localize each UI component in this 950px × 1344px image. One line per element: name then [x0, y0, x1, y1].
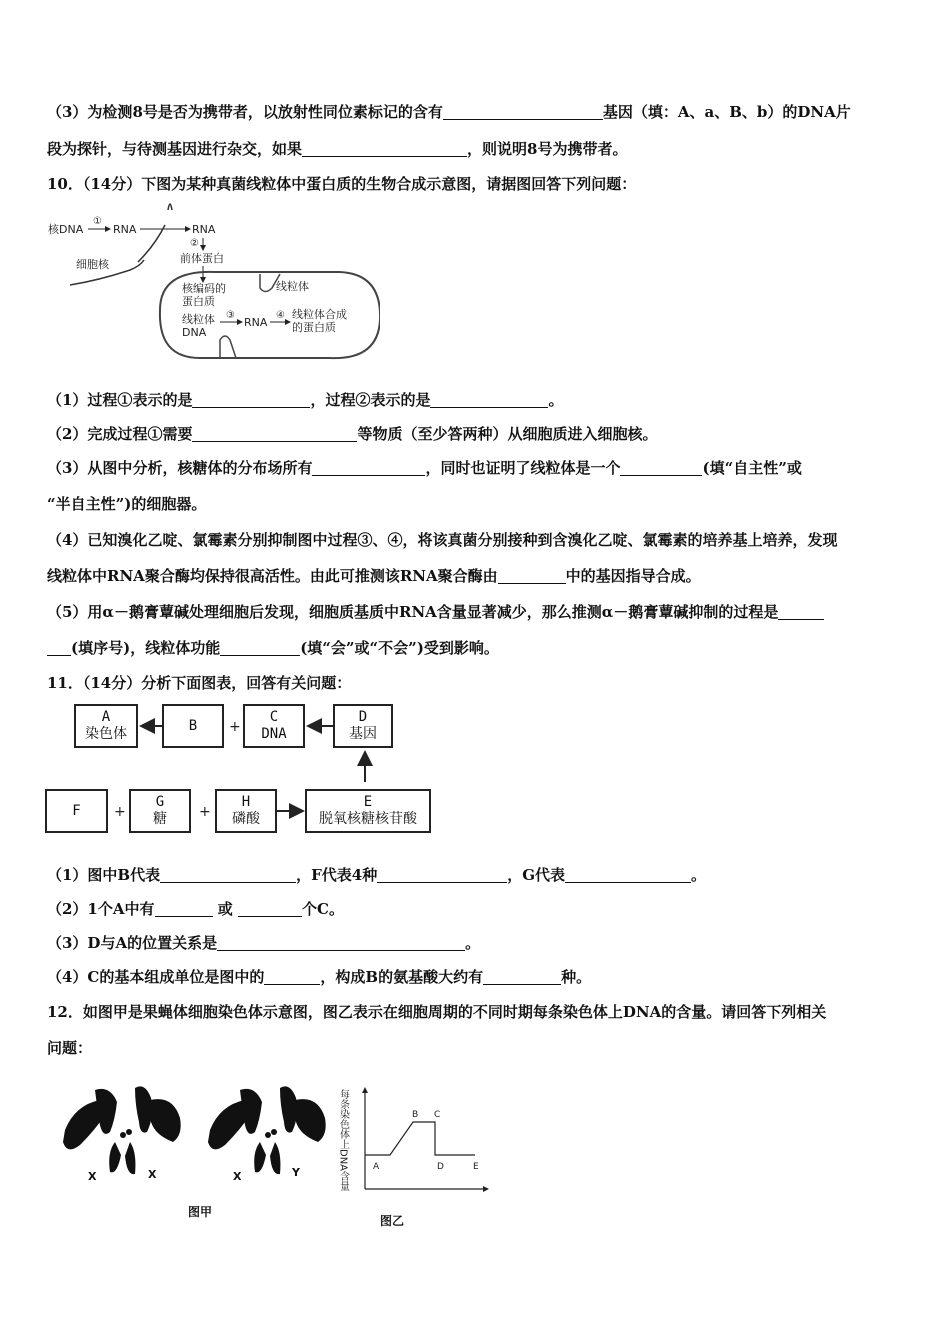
text: ，F代表4种	[296, 866, 378, 884]
text: (填“自主性”或	[702, 459, 802, 477]
text: 个C。	[302, 900, 344, 918]
q11-connectors	[0, 690, 450, 850]
chromosome-arm	[150, 1099, 181, 1142]
step2-label: ②	[190, 238, 199, 249]
answer-blank[interactable]	[220, 640, 300, 656]
chromosome-arm	[125, 1142, 135, 1174]
box-letter: B	[188, 718, 198, 734]
point-C: C	[434, 1110, 441, 1120]
nuc-coded-protein-1: 核编码的	[182, 282, 226, 295]
nuclear-membrane-top	[168, 204, 172, 210]
text: 。	[691, 866, 707, 884]
text: 。	[465, 934, 481, 952]
plus-sign: +	[114, 804, 126, 820]
text: 或	[217, 900, 233, 918]
answer-blank[interactable]	[217, 935, 465, 951]
box-letter: C	[269, 709, 279, 725]
x-chromosome-label: X	[233, 1170, 242, 1183]
step1-label: ①	[93, 216, 102, 227]
q10-diagram	[40, 200, 380, 370]
chromosome-arm	[295, 1099, 326, 1142]
chromosome-arm	[95, 1089, 117, 1134]
box-text: DNA	[261, 726, 287, 742]
q12-figure-a	[55, 1080, 345, 1230]
q10-sub2	[47, 424, 657, 444]
q12-figure-b	[335, 1085, 495, 1235]
mito-label: 线粒体	[276, 280, 309, 293]
q10-sub3-cont: “半自主性”)的细胞器。	[47, 495, 207, 513]
answer-blank[interactable]	[483, 969, 561, 985]
male-karyotype	[208, 1086, 326, 1183]
text: ，过程②表示的是	[310, 391, 431, 409]
q9-p3-text-b: 基因（填：A、a、B、b）的DNA片	[602, 103, 851, 121]
dot-chromosome	[120, 1132, 126, 1138]
text: （4）C的基本组成单位是图中的	[47, 968, 265, 986]
answer-blank[interactable]	[192, 426, 357, 442]
chromosome-arm	[135, 1086, 152, 1132]
mito-protein-2: 的蛋白质	[292, 321, 336, 334]
box-text: 磷酸	[232, 811, 260, 827]
text: （3）从图中分析，核糖体的分布场所有	[47, 459, 313, 477]
plus-sign: +	[229, 719, 241, 735]
box-letter: A	[101, 709, 111, 725]
plus-sign: +	[199, 804, 211, 820]
dna-content-line	[365, 1122, 475, 1155]
q10-header: 10．（14分）下图为某种真菌线粒体中蛋白质的生物合成示意图，请据图回答下列问题：	[47, 175, 637, 193]
text: （1）图中B代表	[47, 866, 161, 884]
answer-blank[interactable]	[238, 901, 302, 917]
answer-blank[interactable]	[778, 604, 824, 620]
rna3-label: RNA	[244, 316, 268, 329]
text: 线粒体中RNA聚合酶均保持很高活性。由此可推测该RNA聚合酶由	[47, 567, 498, 585]
q11-sub4	[47, 967, 591, 987]
mito-protein-1: 线粒体合成	[292, 308, 347, 321]
chromosome-arm	[280, 1086, 297, 1132]
text: （3）D与A的位置关系是	[47, 934, 218, 952]
q9-part3-line1	[47, 102, 851, 122]
answer-blank[interactable]	[155, 901, 213, 917]
q10-sub5-cont	[47, 638, 499, 658]
q11-header: 11．（14分）分析下面图表，回答有关问题：	[47, 674, 352, 692]
q11-sub1	[47, 865, 706, 885]
answer-blank[interactable]	[302, 141, 467, 157]
y-chromosome-label: Y	[292, 1166, 300, 1179]
text: （1）过程①表示的是	[47, 391, 193, 409]
answer-blank[interactable]	[443, 104, 603, 120]
answer-blank[interactable]	[377, 867, 507, 883]
answer-blank[interactable]	[264, 969, 320, 985]
box-letter: G	[155, 794, 165, 810]
text: ，G代表	[507, 866, 566, 884]
nucleus-label: 细胞核	[76, 258, 109, 271]
text: （2）完成过程①需要	[47, 425, 193, 443]
q9-part3-line2	[47, 139, 627, 159]
box-text: 染色体	[85, 726, 127, 742]
box-text: 糖	[153, 811, 167, 827]
box-letter: H	[241, 794, 251, 810]
q10-sub3	[47, 458, 802, 478]
dot-chromosome	[271, 1129, 277, 1135]
mito-dna-2: DNA	[182, 326, 207, 339]
rna1-label: RNA	[113, 223, 137, 236]
answer-blank[interactable]	[312, 460, 425, 476]
point-A: A	[373, 1162, 380, 1172]
point-B: B	[412, 1110, 419, 1120]
text: 种。	[561, 968, 592, 986]
q11-sub2	[47, 899, 344, 919]
precursor-label: 前体蛋白	[180, 252, 224, 265]
chromosome-arm	[270, 1142, 280, 1174]
answer-blank[interactable]	[620, 460, 702, 476]
q10-sub4: （4）已知溴化乙啶、氯霉素分别抑制图中过程③、④，将该真菌分别接种到含溴化乙啶、氯霉素的培养基上培养，发现	[47, 531, 838, 549]
step3-label: ③	[226, 310, 235, 321]
figure-b-label: 图乙	[380, 1214, 405, 1228]
text: (填序号)，线粒体功能	[71, 639, 221, 657]
answer-blank[interactable]	[47, 640, 71, 656]
text: ，同时也证明了线粒体是一个	[425, 459, 621, 477]
q9-p3-text-d: ，则说明8号为携带者。	[467, 140, 628, 158]
nuc-dna-label: 核DNA	[48, 223, 84, 236]
q11-sub3	[47, 933, 480, 953]
answer-blank[interactable]	[160, 867, 296, 883]
q12-header: 12．如图甲是果蝇体细胞染色体示意图，图乙表示在细胞周期的不同时期每条染色体上DNA的含量。请回答下列相关	[47, 1003, 827, 1021]
text: 。	[548, 391, 564, 409]
q9-p3-text-c: 段为探针，与待测基因进行杂交，如果	[47, 140, 303, 158]
chromosome-arm	[109, 1142, 121, 1172]
q9-p3-text-a: （3）为检测8号是否为携带者，以放射性同位素标记的含有	[47, 103, 443, 121]
box-text: 脱氧核糖核苷酸	[319, 811, 417, 827]
q10-sub5	[47, 602, 824, 622]
nuc-coded-protein-2: 蛋白质	[182, 295, 215, 308]
chromosome-arm	[254, 1142, 266, 1172]
text: 等物质（至少答两种）从细胞质进入细胞核。	[357, 425, 658, 443]
q10-sub1	[47, 390, 563, 410]
step4-label: ④	[276, 310, 285, 321]
point-E: E	[473, 1162, 479, 1172]
answer-blank[interactable]	[565, 867, 691, 883]
x-chromosome-label: X	[148, 1168, 157, 1181]
text: 中的基因指导合成。	[565, 567, 701, 585]
answer-blank[interactable]	[498, 568, 566, 584]
x-chromosome-label: X	[88, 1170, 97, 1183]
y-axis-label: 每条染色体上DNA含量	[337, 1089, 349, 1192]
female-karyotype	[63, 1086, 181, 1183]
text: ，构成B的氨基酸大约有	[320, 968, 484, 986]
dot-chromosome	[126, 1129, 132, 1135]
answer-blank[interactable]	[192, 392, 310, 408]
point-D: D	[437, 1162, 444, 1172]
box-letter: E	[363, 794, 373, 810]
text: （5）用α－鹅膏蕈碱处理细胞后发现，细胞质基质中RNA含量显著减少，那么推测α－鹅膏蕈碱抑制的过程是	[47, 603, 779, 621]
answer-blank[interactable]	[430, 392, 548, 408]
text: （2）1个A中有	[47, 900, 155, 918]
figure-a-label: 图甲	[188, 1205, 213, 1219]
box-letter: D	[358, 709, 368, 725]
chromosome-arm	[240, 1089, 262, 1134]
dot-chromosome	[265, 1132, 271, 1138]
text: (填“会”或“不会”)受到影响。	[300, 639, 499, 657]
mito-dna-1: 线粒体	[182, 313, 215, 326]
rna2-label: RNA	[192, 223, 216, 236]
box-letter: F	[72, 803, 81, 819]
box-text: 基因	[349, 726, 377, 742]
q10-sub4-cont	[47, 566, 701, 586]
q12-header-cont: 问题：	[47, 1039, 93, 1057]
